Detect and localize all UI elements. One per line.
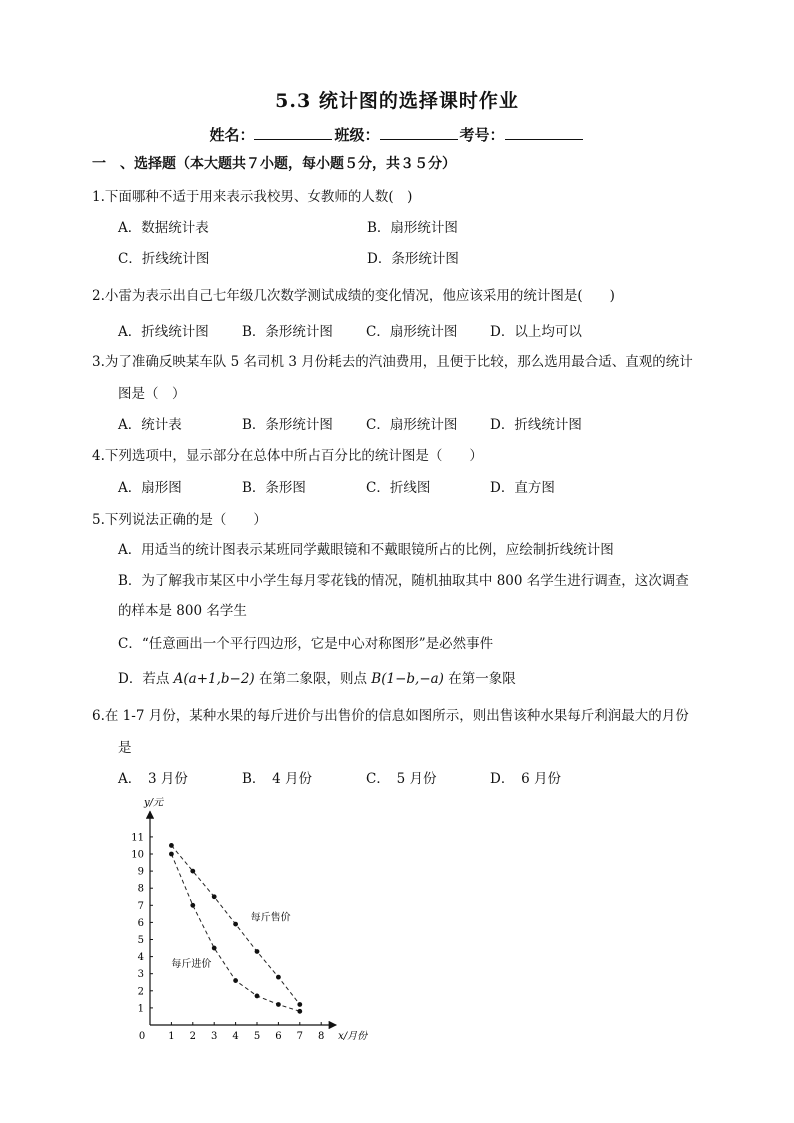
question-2-option-c[interactable]: C．扇形统计图 [366, 324, 458, 340]
option-d-prefix: D．若点 [118, 671, 170, 687]
question-3-stem-continued: 图是（ ） [118, 386, 186, 402]
question-3-stem: 3.为了准确反映某车队 5 名司机 3 月份耗去的汽油费用，且便于比较，那么选用最合适、直观的统计 [92, 354, 693, 370]
data-point [276, 1002, 281, 1007]
x-tick-label: 4 [232, 1031, 239, 1042]
question-6-options [118, 769, 561, 789]
question-4-option-c[interactable]: C．折线图 [366, 480, 431, 496]
series-label-cost-price: 每斤进价 [171, 958, 212, 970]
question-4-option-a[interactable]: A．扇形图 [118, 480, 182, 496]
point-a-expression: A(a+1,b−2) [173, 671, 255, 687]
y-axis-label: y/元 [144, 797, 164, 809]
question-4-options [118, 478, 555, 498]
data-point [276, 975, 281, 980]
question-2-options [118, 322, 582, 342]
question-3-options [118, 415, 582, 435]
x-tick-label: 5 [253, 1031, 261, 1042]
question-1-options [118, 218, 458, 238]
x-axis-label: x/月份 [338, 1031, 368, 1042]
data-point [190, 903, 195, 908]
page-title: 5.3 统计图的选择课时作业 [275, 90, 519, 112]
x-tick-label: 0 [138, 1031, 146, 1042]
y-tick-label: 8 [137, 883, 144, 895]
class-blank[interactable] [380, 125, 458, 140]
question-1-options-row-2 [118, 249, 459, 269]
option-d-suffix: 在第一象限 [448, 671, 516, 687]
question-4-stem: 4.下列选项中，显示部分在总体中所占百分比的统计图是（ ） [92, 448, 483, 464]
class-label: 班级： [334, 126, 380, 144]
point-b-expression: B(1−b,−a) [371, 671, 444, 687]
section-heading: 一 、选择题（本大题共７小题，每小题５分，共３５分） [92, 156, 456, 172]
question-5-option-c[interactable]: C．“任意画出一个平行四边形，它是中心对称图形”是必然事件 [118, 636, 494, 652]
y-tick-label: 6 [137, 917, 144, 929]
question-5-option-a[interactable]: A．用适当的统计图表示某班同学戴眼镜和不戴眼镜所占的比例，应绘制折线统计图 [118, 542, 614, 558]
x-tick-label: 3 [211, 1031, 218, 1042]
question-2-option-b[interactable]: B．条形统计图 [242, 324, 333, 340]
question-6-option-b[interactable]: B． 4 月份 [242, 771, 313, 787]
exam-no-blank[interactable] [505, 125, 583, 140]
question-1-option-a[interactable]: A．数据统计表 [118, 220, 209, 236]
question-1-option-b[interactable]: B．扇形统计图 [367, 220, 458, 236]
series-line-2 [171, 854, 299, 1011]
data-point [233, 922, 238, 927]
student-info-line [0, 124, 794, 145]
name-blank[interactable] [254, 125, 332, 140]
y-tick-label: 3 [137, 969, 144, 981]
y-tick-label: 4 [137, 952, 144, 964]
question-6-option-d[interactable]: D． 6 月份 [490, 771, 561, 787]
data-point [169, 843, 174, 848]
data-point [169, 852, 174, 857]
data-point [190, 869, 195, 874]
y-tick-label: 9 [137, 866, 144, 878]
question-4-option-b[interactable]: B．条形图 [242, 480, 306, 496]
question-6-stem: 6.在 1-7 月份，某种水果的每斤进价与出售价的信息如图所示，则出售该种水果每斤利润最大的月份 [92, 708, 689, 724]
data-point [212, 894, 217, 899]
question-6-option-c[interactable]: C． 5 月份 [366, 771, 437, 787]
x-tick-label: 8 [318, 1031, 325, 1042]
y-tick-label: 1 [137, 1003, 144, 1015]
y-tick-label: 7 [137, 900, 144, 912]
question-3-option-c[interactable]: C．扇形统计图 [366, 417, 458, 433]
data-point [255, 949, 260, 954]
question-1-option-c[interactable]: C．折线统计图 [118, 251, 210, 267]
price-chart [118, 795, 388, 1065]
question-5-stem: 5.下列说法正确的是（ ） [92, 512, 267, 528]
question-1-stem: 1.下面哪种不适于用来表示我校男、女教师的人数( ) [92, 189, 413, 205]
question-2-option-a[interactable]: A．折线统计图 [118, 324, 209, 340]
x-tick-label: 1 [168, 1031, 175, 1042]
question-3-option-a[interactable]: A．统计表 [118, 417, 182, 433]
data-point [297, 1002, 302, 1007]
data-point [212, 946, 217, 951]
y-tick-label: 10 [131, 849, 144, 861]
question-5-option-b[interactable]: B．为了解我市某区中小学生每月零花钱的情况，随机抽取其中 800 名学生进行调查，这次调查 [118, 573, 689, 589]
series-label-selling-price: 每斤售价 [250, 912, 291, 924]
question-5-option-d[interactable] [118, 669, 516, 689]
exam-no-label: 考号： [459, 126, 505, 144]
data-point [297, 1009, 302, 1014]
question-1-option-d[interactable]: D．条形统计图 [367, 251, 459, 267]
question-4-option-d[interactable]: D．直方图 [490, 480, 555, 496]
y-tick-label: 11 [131, 832, 144, 844]
question-3-option-b[interactable]: B．条形统计图 [242, 417, 333, 433]
question-5-option-b-continued: 的样本是 800 名学生 [118, 603, 247, 619]
data-point [233, 978, 238, 983]
question-2-stem: 2.小雷为表示出自己七年级几次数学测试成绩的变化情况，他应该采用的统计图是( ) [92, 288, 615, 304]
name-label: 姓名： [209, 126, 255, 144]
option-d-mid: 在第二象限，则点 [259, 671, 367, 687]
data-point [255, 994, 260, 999]
x-tick-label: 6 [275, 1031, 282, 1042]
question-3-option-d[interactable]: D．折线统计图 [490, 417, 582, 433]
question-6-option-a[interactable]: A． 3 月份 [118, 771, 188, 787]
x-tick-label: 2 [189, 1031, 196, 1042]
question-6-stem-continued: 是 [118, 740, 132, 756]
y-tick-label: 2 [137, 986, 144, 998]
y-tick-label: 5 [137, 935, 144, 946]
x-tick-label: 7 [296, 1031, 303, 1042]
question-2-option-d[interactable]: D．以上均可以 [490, 324, 582, 340]
